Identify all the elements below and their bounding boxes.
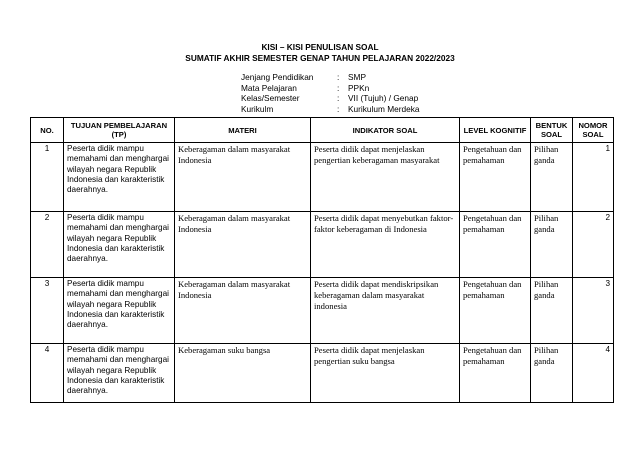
table-row xyxy=(31,143,614,212)
col-header-level: LEVEL KOGNITIF xyxy=(460,118,531,143)
document-subtitle: SUMATIF AKHIR SEMESTER GENAP TAHUN PELAJARAN 2022/2023 xyxy=(185,53,455,63)
cell-bentuk: Pilihan ganda xyxy=(531,278,573,344)
cell-level: Pengetahuan dan pemahaman xyxy=(460,143,531,212)
cell-nomor: 2 xyxy=(573,212,614,278)
meta-key: Kurikulm xyxy=(241,103,274,114)
meta-colon: : xyxy=(337,103,340,114)
cell-tp: Peserta didik mampu memahami dan menghargai wilayah negara Republik Indonesia dan karakteristik daerahnya. xyxy=(64,212,175,278)
cell-nomor: 4 xyxy=(573,344,614,403)
meta-value: VII (Tujuh) / Genap xyxy=(348,93,419,103)
cell-materi: Keberagaman dalam masyarakat Indonesia xyxy=(175,278,311,344)
col-header-indikator: INDIKATOR SOAL xyxy=(311,118,460,143)
col-header-bentuk: BENTUK SOAL xyxy=(531,118,573,143)
cell-bentuk: Pilihan ganda xyxy=(531,212,573,278)
cell-level: Pengetahuan dan pemahaman xyxy=(460,212,531,278)
col-header-materi: MATERI xyxy=(175,118,311,143)
kisi-table xyxy=(30,117,614,403)
cell-indikator: Peserta didik dapat menyebutkan faktor-faktor keberagaman di Indonesia xyxy=(311,212,460,278)
meta-value: PPKn xyxy=(348,82,370,93)
cell-nomor: 3 xyxy=(573,278,614,344)
cell-tp: Peserta didik mampu memahami dan menghargai wilayah negara Republik Indonesia dan karakteristik daerahnya. xyxy=(64,344,175,403)
table-header-row xyxy=(31,118,614,143)
cell-indikator: Peserta didik dapat menjelaskan pengertian keberagaman masyarakat xyxy=(311,143,460,212)
cell-no: 1 xyxy=(31,143,64,212)
cell-indikator: Peserta didik dapat menjelaskan pengertian suku bangsa xyxy=(311,344,460,403)
meta-colon: : xyxy=(337,93,340,103)
meta-row-kelas xyxy=(241,93,419,104)
meta-row-kurikulum xyxy=(241,104,419,115)
cell-no: 3 xyxy=(31,278,64,344)
meta-key: Jenjang Pendidikan xyxy=(241,72,314,82)
cell-materi: Keberagaman dalam masyarakat Indonesia xyxy=(175,143,311,212)
cell-no: 2 xyxy=(31,212,64,278)
meta-colon: : xyxy=(337,72,340,82)
cell-no: 4 xyxy=(31,344,64,403)
table-row xyxy=(31,344,614,403)
cell-nomor: 1 xyxy=(573,143,614,212)
meta-row-jenjang xyxy=(241,72,419,83)
cell-indikator: Peserta didik dapat mendiskripsikan keberagaman dalam masyarakat indonesia xyxy=(311,278,460,344)
table-row xyxy=(31,278,614,344)
meta-key: Mata Pelajaran xyxy=(241,82,297,93)
cell-level: Pengetahuan dan pemahaman xyxy=(460,278,531,344)
col-header-tp: TUJUAN PEMBELAJARAN (TP) xyxy=(64,118,175,143)
cell-tp: Peserta didik mampu memahami dan menghargai wilayah negara Republik Indonesia dan karakteristik daerahnya. xyxy=(64,143,175,212)
document-title: KISI – KISI PENULISAN SOAL xyxy=(261,42,379,52)
cell-bentuk: Pilihan ganda xyxy=(531,143,573,212)
document-meta xyxy=(241,72,419,114)
table-row xyxy=(31,212,614,278)
cell-bentuk: Pilihan ganda xyxy=(531,344,573,403)
cell-tp: Peserta didik mampu memahami dan menghargai wilayah negara Republik Indonesia dan karakteristik daerahnya. xyxy=(64,278,175,344)
meta-row-mapel xyxy=(241,83,419,94)
meta-value: Kurikulum Merdeka xyxy=(348,103,420,114)
cell-materi: Keberagaman dalam masyarakat Indonesia xyxy=(175,212,311,278)
cell-materi: Keberagaman suku bangsa xyxy=(175,344,311,403)
meta-value: SMP xyxy=(348,72,366,82)
col-header-no: NO. xyxy=(31,118,64,143)
col-header-nomor: NOMOR SOAL xyxy=(573,118,614,143)
meta-colon: : xyxy=(337,82,340,93)
meta-key: Kelas/Semester xyxy=(241,93,300,103)
cell-level: Pengetahuan dan pemahaman xyxy=(460,344,531,403)
